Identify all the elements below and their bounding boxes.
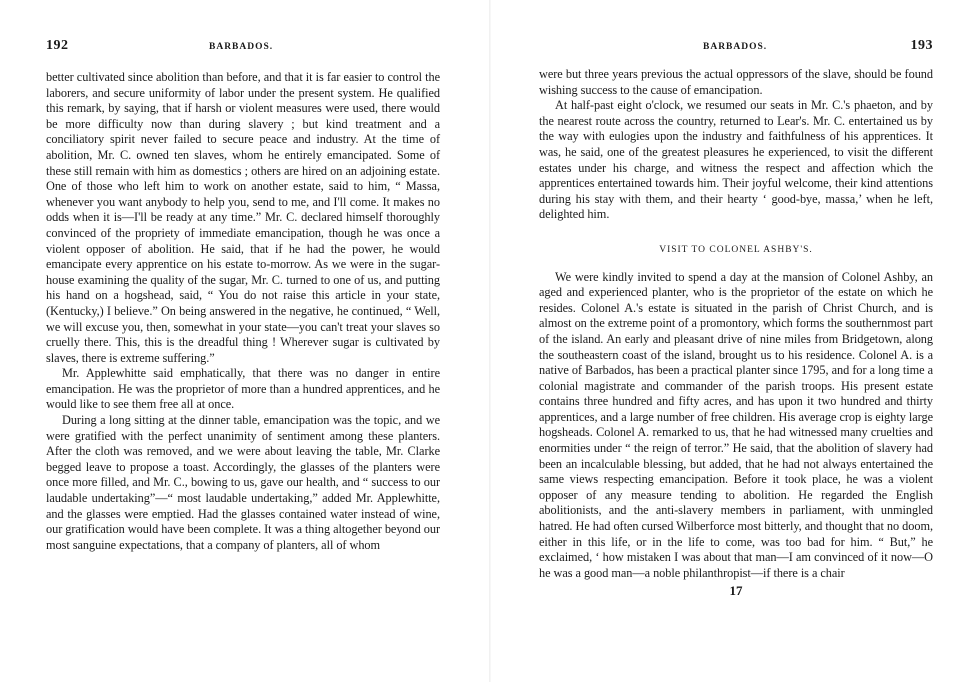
- left-page-header: [46, 36, 440, 56]
- paragraph: We were kindly invited to spend a day at the mansion of Colonel Ashby, an aged and experienced planter, who is the proprietor of the estate on which he resides. Colonel A.'s estate is situated in the parish of Christ Church, and is almost on the extreme point of a promontory, which forms the southernmost part of the island. An early and pleasant drive of nine miles from Bridgetown, along the southeastern coast of the island, brought us to his residence. Colonel A. is a native of Barbados, has been a practical planter since 1795, and for a long time a colonial magistrate and commander of the parish troops. His present estate contains three hundred and fifty acres, and has upon it two hundred and thirty apprentices, and a large number of free children. His average crop is eighty large hogsheads. Colonel A. remarked to us, that he had witnessed many cruelties and enormities under “ the reign of terror.” He said, that the abolition of slavery had been an incalculable blessing, but added, that he had not always entertained the same views respecting emancipation. Before it took place, he was a violent opposer of any measure tending to abolition. He regarded the English abolitionists, and the anti-slavery members in parliament, with unmingled hatred. He had often cursed Wilberforce most bitterly, and thought that no doom, either in this life, or in the life to come, was too bad for him. “ But,” he exclaimed, ‘ how mistaken I was about that man—I am convinced of it now—O he was a good man—a noble philanthropist—if there is a chair: [539, 269, 933, 580]
- paragraph: Mr. Applewhitte said emphatically, that there was no danger in entire emancipation. He was the proprietor of more than a hundred apprentices, and he would like to see them free all at once.: [46, 366, 440, 412]
- paragraph: At half-past eight o'clock, we resumed our seats in Mr. C.'s phaeton, and by the nearest route across the country, returned to Lear's. Mr. C. entertained us by the way with eulogies upon the industry and faithfulness of his apprentices. It was, he said, one of the greatest pleasures he experienced, to visit the different estates under his charge, and witness the respect and affection which the apprentices entertained towards him. Their joyful welcome, their kind attentions during his stay with them, and their hearty ‘ good-bye, massa,’ when he left, delighted him.: [539, 98, 933, 222]
- left-page-body: [46, 70, 440, 553]
- signature-mark: 17: [729, 583, 743, 599]
- right-page-body: [539, 67, 933, 599]
- running-head: BARBADOS.: [209, 42, 274, 52]
- right-page-header: [539, 36, 933, 56]
- paragraph: better cultivated since abolition than before, and that it is far easier to control the laborers, and secure uniformity of labor under the present system. He qualified this remark, by saying, that if harsh or violent measures were used, there would be more difficulty now than during slavery ; but kind treatment and a conciliatory spirit never failed to secure peace and industry. At the time of abolition, Mr. C. owned ten slaves, whom he entirely emancipated. Some of these still remain with him as domestics ; others are hired on an adjoining estate. One of those who left him to work on another estate, said to him, “ Massa, whenever you want anybody to help you, send to me, and I'll come. It makes no odds when it is—I'll be ready at any time.” Mr. C. declared himself thoroughly convinced of the propriety of immediate emancipation, though he was once a violent opposer of abolition. He said, that if he had the power, he would emancipate every apprentice on his estate to-morrow. As we were in the sugar-house examining the quality of the sugar, Mr. C. turned to one of us, and putting his hand on a hogshead, said, “ You do not raise this article in your state, (Kentucky,) I believe.” On being answered in the negative, he continued, “ Well, we will excuse you, then, somewhat in your state—you can't treat your slaves so cruelly there. This, this is the dreadful thing ! Wherever sugar is cultivated by slaves, there is extreme suffering.”: [46, 70, 440, 365]
- paragraph: During a long sitting at the dinner table, emancipation was the topic, and we were gratified with the perfect unanimity of sentiment among these planters. After the cloth was removed, and we were about leaving the table, Mr. Clarke begged leave to propose a toast. Accordingly, the glasses of the planters were once more filled, and Mr. C., bowing to us, gave our health, and “ success to our laudable undertaking”—“ most laudable undertaking,” added Mr. Applewhitte, and the glasses were emptied. Had the glasses contained water instead of wine, our gratification would have been complete. It was a thing altogether beyond our most sanguine expectations, that a company of planters, all of whom: [46, 413, 440, 552]
- running-head: BARBADOS.: [703, 42, 768, 52]
- paragraph: were but three years previous the actual oppressors of the slave, should be found wishing success to the cause of emancipation.: [539, 67, 933, 97]
- right-page: [490, 0, 980, 682]
- page-number: 192: [46, 38, 69, 53]
- section-heading: VISIT TO COLONEL ASHBY'S.: [659, 244, 813, 255]
- page-number: 193: [910, 38, 933, 53]
